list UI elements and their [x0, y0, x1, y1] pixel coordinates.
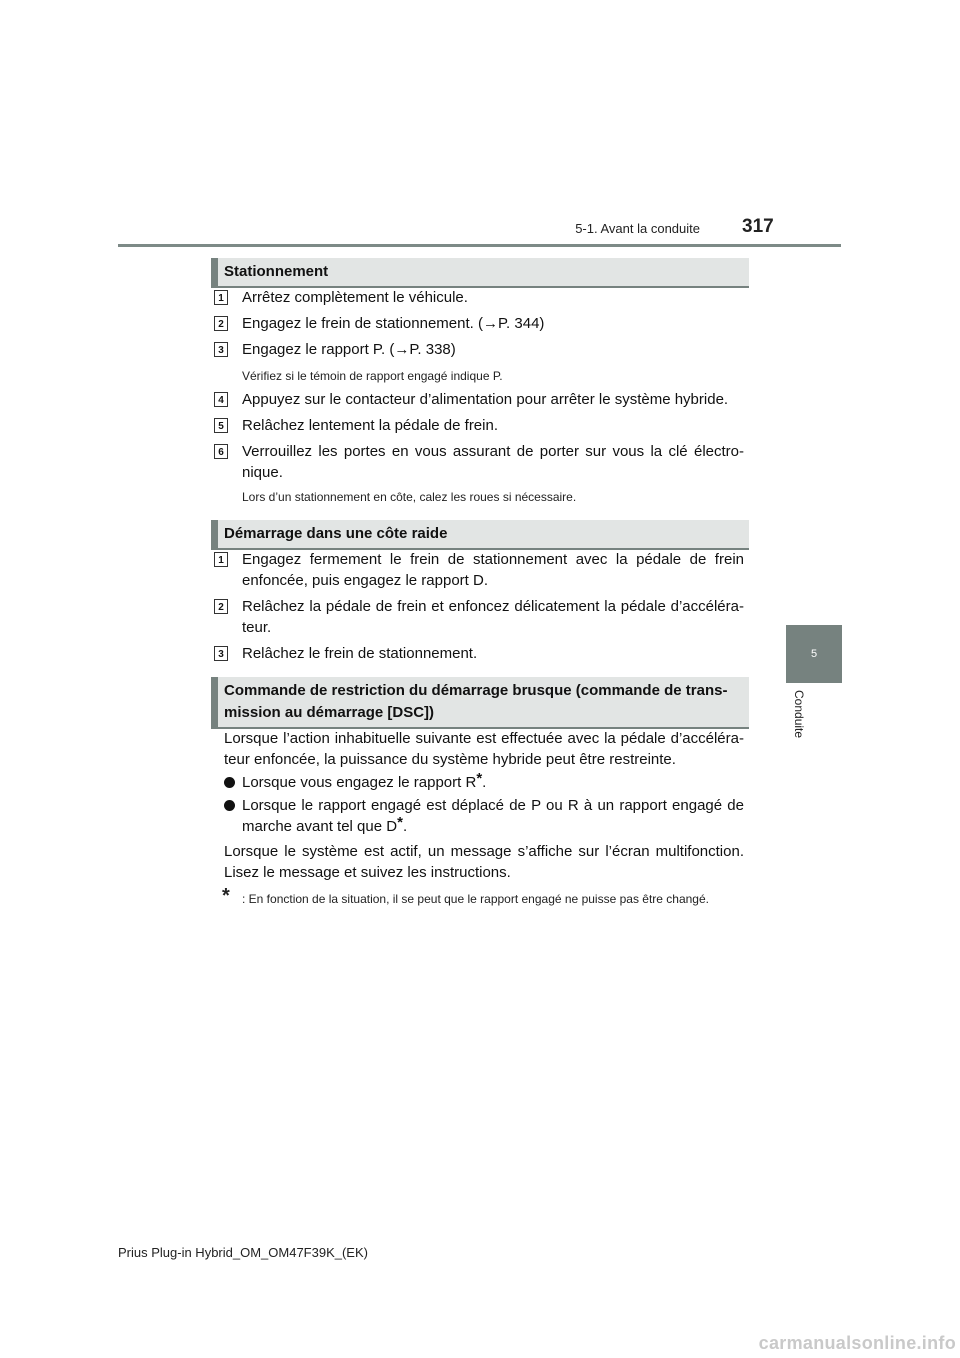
bullet-icon [224, 777, 235, 788]
step-text: Arrêtez complètement le véhicule. [242, 289, 468, 306]
step-text: Appuyez sur le contacteur d’alimentation pour arrêter le système hybride. [242, 391, 729, 408]
step-number: 5 [214, 418, 228, 433]
bullet-text: Lorsque vous engagez le rapport R [242, 774, 477, 791]
step-note: Lors d’un stationnement en côte, calez les roues si nécessaire. [242, 490, 577, 504]
header-divider [118, 244, 841, 247]
bullet-end: . [482, 774, 487, 791]
footnote-text: : En fonction de la situation, il se peut que le rapport engagé ne puisse pas être changé. [242, 892, 709, 906]
manual-reference: Prius Plug-in Hybrid_OM_OM47F39K_(EK) [118, 1245, 368, 1260]
watermark: carmanualsonline.info [758, 1333, 956, 1353]
bullet-icon [224, 800, 235, 811]
step-number: 1 [214, 290, 228, 305]
bullet-end: . [402, 818, 408, 835]
step-number: 2 [214, 599, 228, 614]
step-number: 3 [214, 342, 228, 357]
step-number: 1 [214, 552, 228, 567]
section-title-dsc: Commande de restriction du démarrage brusque (commande de trans-mission au démarrage [DSC]) [211, 677, 749, 729]
step-text: Verrouillez les portes en vous assurant de porter sur vous la clé électro-nique. [242, 443, 744, 481]
step-number: 3 [214, 646, 228, 661]
section-title-hill-start: Démarrage dans une côte raide [211, 520, 749, 550]
bullet-text: Lorsque le rapport engagé est déplacé de P ou R à un rapport engagé de marche avant tel que D [242, 797, 744, 835]
bullet-item [224, 795, 744, 837]
step-number: 4 [214, 392, 228, 407]
step-number: 6 [214, 444, 228, 459]
dsc-outro: Lorsque le système est actif, un message s’affiche sur l’écran multifonction. Lisez le message et suivez les instructions. [224, 843, 744, 881]
step-number: 2 [214, 316, 228, 331]
asterisk-mark: * [397, 814, 403, 831]
section-title-parking: Stationnement [211, 258, 749, 288]
footnote-mark: * [222, 885, 230, 907]
chapter-number: 5 [810, 648, 818, 660]
page-number: 317 [742, 216, 774, 237]
asterisk-mark: * [476, 770, 483, 787]
step-note: Vérifiez si le témoin de rapport engagé indique P. [242, 369, 503, 383]
dsc-intro: Lorsque l’action inhabituelle suivante est effectuée avec la pédale d’accéléra-teur enfoncée, la puissance du système hybride peut être restreinte. [224, 730, 744, 768]
step-text: Relâchez la pédale de frein et enfoncez délicatement la pédale d’accéléra-teur. [242, 598, 744, 636]
step-text: Relâchez lentement la pédale de frein. [242, 417, 498, 434]
chapter-tab[interactable] [786, 625, 842, 683]
step-text: Engagez le rapport P. (→P. 338) [242, 341, 456, 358]
step-text: Engagez le frein de stationnement. (→P. 344) [242, 315, 545, 332]
step-text: Engagez fermement le frein de stationnement avec la pédale de frein enfoncée, puis engagez le rapport D. [242, 551, 744, 589]
section-breadcrumb: 5-1. Avant la conduite [575, 221, 700, 236]
step-text: Relâchez le frein de stationnement. [242, 645, 478, 662]
chapter-label: Conduite [792, 690, 806, 739]
bullet-item [224, 772, 744, 793]
footnote [222, 885, 744, 908]
